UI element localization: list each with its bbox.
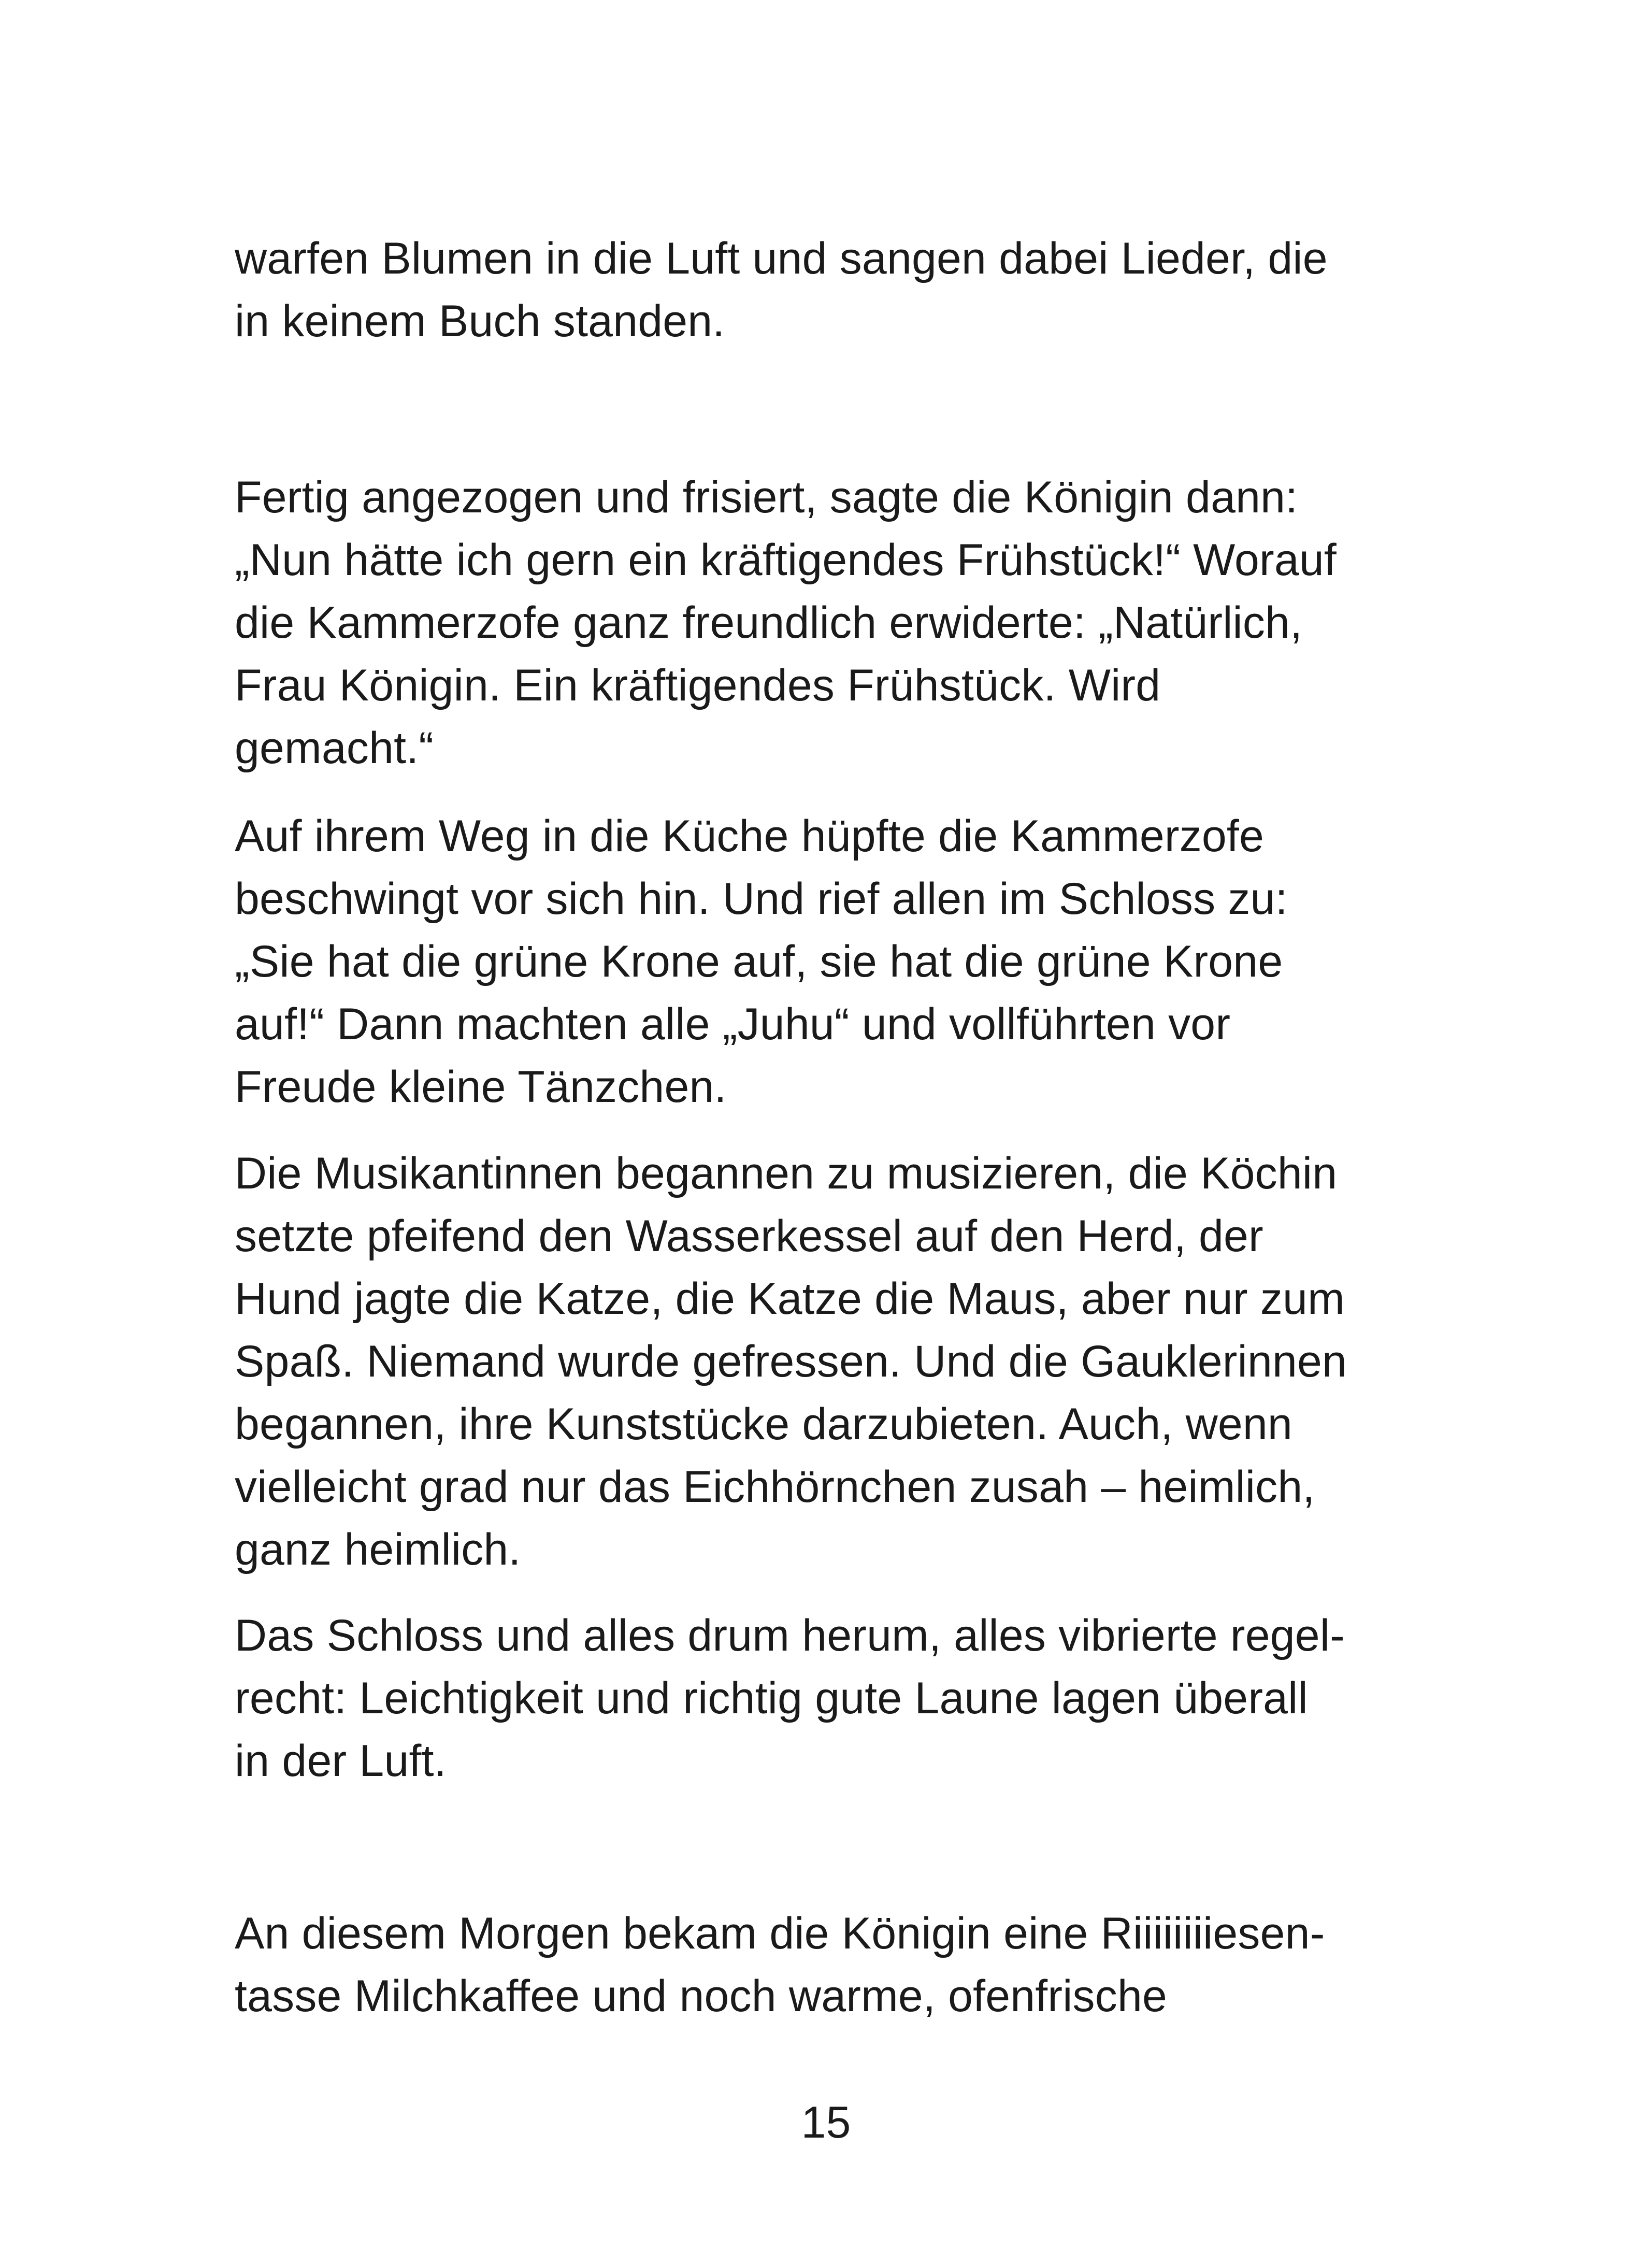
text-line: die Kammerzofe ganz freundlich erwiderte: „Natürlich,: [235, 598, 1303, 648]
paragraph-4: [235, 1142, 1442, 1581]
text-line: Spaß. Niemand wurde gefressen. Und die Gauklerinnen: [235, 1337, 1347, 1386]
text-line: setzte pfeifend den Wasserkessel auf den Herd, der: [235, 1211, 1263, 1261]
page-number: 15: [801, 2098, 851, 2147]
text-line: gemacht.“: [235, 723, 434, 773]
text-line: tasse Milchkaffee und noch warme, ofenfrische: [235, 1971, 1168, 2021]
text-line: An diesem Morgen bekam die Königin eine Riiiiiiiiesen-: [235, 1909, 1325, 1958]
text-line: beschwingt vor sich hin. Und rief allen im Schloss zu:: [235, 874, 1288, 924]
text-line: recht: Leichtigkeit und richtig gute Laune lagen überall: [235, 1673, 1308, 1723]
text-line: Hund jagte die Katze, die Katze die Maus, aber nur zum: [235, 1274, 1345, 1324]
text-line: warfen Blumen in die Luft und sangen dabei Lieder, die: [235, 234, 1328, 283]
text-line: Freude kleine Tänzchen.: [235, 1062, 727, 1112]
text-line: vielleicht grad nur das Eichhörnchen zusah – heimlich,: [235, 1462, 1315, 1512]
paragraph-2: [235, 466, 1442, 780]
paragraph-1: [235, 227, 1442, 353]
text-line: ganz heimlich.: [235, 1525, 521, 1574]
paragraph-6: [235, 1902, 1442, 2028]
text-line: Auf ihrem Weg in die Küche hüpfte die Kammerzofe: [235, 811, 1265, 861]
text-line: „Sie hat die grüne Krone auf, sie hat die grüne Krone: [235, 937, 1283, 986]
text-line: Die Musikantinnen begannen zu musizieren, die Köchin: [235, 1149, 1338, 1198]
paragraph-5: [235, 1604, 1442, 1793]
text-line: auf!“ Dann machten alle „Juhu“ und vollführten vor: [235, 999, 1231, 1049]
text-line: Fertig angezogen und frisiert, sagte die Königin dann:: [235, 472, 1298, 522]
text-line: Frau Königin. Ein kräftigendes Frühstück. Wird: [235, 661, 1161, 710]
paragraph-3: [235, 805, 1442, 1119]
text-line: in keinem Buch standen.: [235, 296, 725, 346]
text-line: begannen, ihre Kunststücke darzubieten. Auch, wenn: [235, 1399, 1292, 1449]
text-line: „Nun hätte ich gern ein kräftigendes Frühstück!“ Worauf: [235, 535, 1337, 585]
text-line: Das Schloss und alles drum herum, alles vibrierte regel-: [235, 1611, 1345, 1660]
text-line: in der Luft.: [235, 1736, 447, 1786]
